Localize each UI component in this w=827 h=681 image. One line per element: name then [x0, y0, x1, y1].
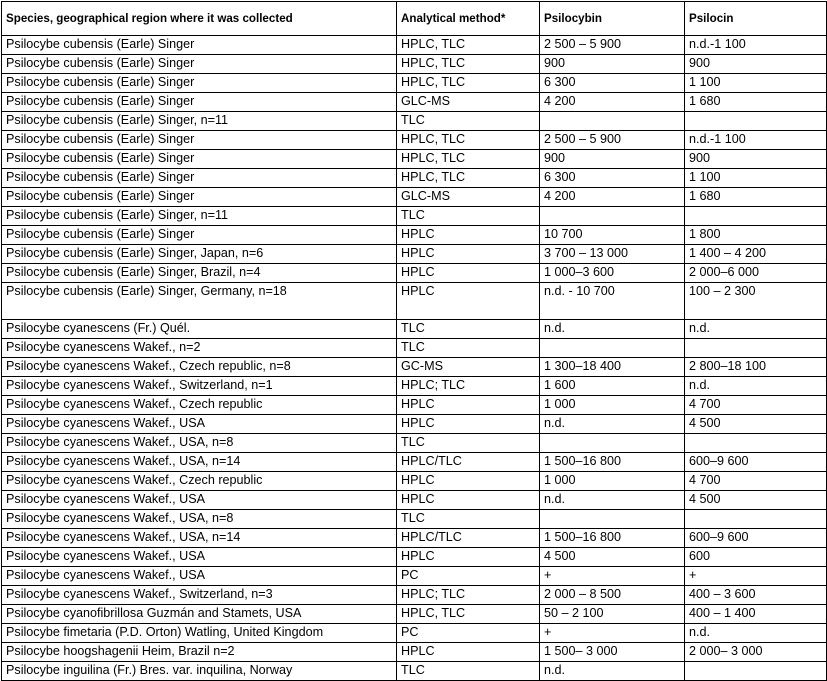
- cell-psilocin: 900: [685, 150, 827, 169]
- cell-psilocybin: 4 500: [540, 548, 685, 567]
- cell-psilocin: [685, 434, 827, 453]
- cell-psilocybin: 1 000: [540, 472, 685, 491]
- cell-species: Psilocybe cyanescens Wakef., USA, n=8: [2, 510, 397, 529]
- cell-psilocin: 2 000–6 000: [685, 264, 827, 283]
- cell-psilocybin: 4 200: [540, 93, 685, 112]
- cell-psilocybin: n.d. - 10 700: [540, 283, 685, 320]
- table-row: [2, 377, 827, 396]
- cell-species: Psilocybe cyanescens Wakef., Czech republic: [2, 472, 397, 491]
- cell-psilocybin: 10 700: [540, 226, 685, 245]
- table-row: [2, 434, 827, 453]
- cell-psilocybin: [540, 112, 685, 131]
- table-row: [2, 358, 827, 377]
- cell-analytical-method: TLC: [397, 434, 540, 453]
- cell-psilocin: [685, 207, 827, 226]
- cell-psilocin: 1 680: [685, 188, 827, 207]
- cell-psilocybin: 1 500–16 800: [540, 453, 685, 472]
- cell-psilocybin: 1 500–16 800: [540, 529, 685, 548]
- cell-psilocybin: +: [540, 567, 685, 586]
- cell-analytical-method: HPLC, TLC: [397, 36, 540, 55]
- table-row: [2, 662, 827, 681]
- cell-species: Psilocybe cubensis (Earle) Singer: [2, 93, 397, 112]
- table-row: [2, 320, 827, 339]
- cell-analytical-method: HPLC; TLC: [397, 586, 540, 605]
- cell-analytical-method: HPLC: [397, 264, 540, 283]
- cell-species: Psilocybe fimetaria (P.D. Orton) Watling, United Kingdom: [2, 624, 397, 643]
- cell-psilocin: 1 400 – 4 200: [685, 245, 827, 264]
- cell-analytical-method: HPLC; TLC: [397, 377, 540, 396]
- cell-analytical-method: TLC: [397, 207, 540, 226]
- cell-psilocybin: 4 200: [540, 188, 685, 207]
- cell-psilocin: 4 500: [685, 491, 827, 510]
- cell-species: Psilocybe cyanescens Wakef., Switzerland, n=3: [2, 586, 397, 605]
- cell-species: Psilocybe cubensis (Earle) Singer, Germany, n=18: [2, 283, 397, 320]
- cell-species: Psilocybe cyanescens Wakef., USA, n=8: [2, 434, 397, 453]
- cell-analytical-method: PC: [397, 624, 540, 643]
- cell-analytical-method: HPLC, TLC: [397, 131, 540, 150]
- cell-psilocin: 4 500: [685, 415, 827, 434]
- table-row: [2, 264, 827, 283]
- table-row: [2, 207, 827, 226]
- cell-species: Psilocybe cubensis (Earle) Singer: [2, 74, 397, 93]
- table-row: [2, 283, 827, 320]
- cell-psilocin: +: [685, 567, 827, 586]
- cell-species: Psilocybe cubensis (Earle) Singer: [2, 169, 397, 188]
- table-row: [2, 453, 827, 472]
- cell-species: Psilocybe cubensis (Earle) Singer: [2, 36, 397, 55]
- cell-analytical-method: TLC: [397, 339, 540, 358]
- cell-species: Psilocybe cyanescens Wakef., USA, n=14: [2, 453, 397, 472]
- cell-psilocybin: [540, 510, 685, 529]
- cell-psilocin: n.d.: [685, 320, 827, 339]
- cell-species: Psilocybe cyanescens Wakef., Czech republic: [2, 396, 397, 415]
- cell-species: Psilocybe cyanescens Wakef., n=2: [2, 339, 397, 358]
- table-row: [2, 586, 827, 605]
- cell-psilocybin: n.d.: [540, 662, 685, 681]
- cell-analytical-method: GC-MS: [397, 358, 540, 377]
- cell-psilocybin: [540, 339, 685, 358]
- cell-species: Psilocybe cyanescens Wakef., USA: [2, 567, 397, 586]
- cell-psilocin: 1 100: [685, 74, 827, 93]
- cell-species: Psilocybe cubensis (Earle) Singer: [2, 226, 397, 245]
- cell-psilocin: [685, 339, 827, 358]
- cell-species: Psilocybe cubensis (Earle) Singer, n=11: [2, 112, 397, 131]
- table-row: [2, 169, 827, 188]
- psilocybin-content-table: [1, 1, 827, 681]
- table-row: [2, 131, 827, 150]
- table-row: [2, 150, 827, 169]
- table-row: [2, 605, 827, 624]
- cell-psilocin: n.d.: [685, 624, 827, 643]
- cell-psilocin: 2 000– 3 000: [685, 643, 827, 662]
- table-header-row: [2, 2, 827, 36]
- cell-analytical-method: HPLC, TLC: [397, 150, 540, 169]
- cell-psilocybin: 1 500– 3 000: [540, 643, 685, 662]
- header-psilocybin: Psilocybin: [540, 2, 685, 36]
- table-row: [2, 624, 827, 643]
- table-row: [2, 245, 827, 264]
- cell-analytical-method: TLC: [397, 112, 540, 131]
- cell-psilocin: 1 680: [685, 93, 827, 112]
- cell-psilocybin: 2 500 – 5 900: [540, 131, 685, 150]
- cell-analytical-method: HPLC: [397, 491, 540, 510]
- cell-psilocybin: 6 300: [540, 169, 685, 188]
- cell-psilocybin: n.d.: [540, 415, 685, 434]
- cell-psilocin: n.d.-1 100: [685, 36, 827, 55]
- cell-analytical-method: TLC: [397, 662, 540, 681]
- table-row: [2, 491, 827, 510]
- table-row: [2, 472, 827, 491]
- header-analytical-method: Analytical method*: [397, 2, 540, 36]
- cell-psilocybin: 3 700 – 13 000: [540, 245, 685, 264]
- header-psilocin: Psilocin: [685, 2, 827, 36]
- cell-analytical-method: HPLC: [397, 245, 540, 264]
- cell-species: Psilocybe cyanofibrillosa Guzmán and Stamets, USA: [2, 605, 397, 624]
- table-row: [2, 567, 827, 586]
- table-row: [2, 548, 827, 567]
- cell-psilocin: 600: [685, 548, 827, 567]
- table-row: [2, 226, 827, 245]
- cell-analytical-method: HPLC: [397, 472, 540, 491]
- cell-species: Psilocybe cyanescens Wakef., Switzerland, n=1: [2, 377, 397, 396]
- header-species: Species, geographical region where it was collected: [2, 2, 397, 36]
- cell-psilocybin: 2 500 – 5 900: [540, 36, 685, 55]
- cell-psilocin: 2 800–18 100: [685, 358, 827, 377]
- table-row: [2, 93, 827, 112]
- table-row: [2, 55, 827, 74]
- cell-psilocin: 600–9 600: [685, 529, 827, 548]
- cell-psilocybin: 900: [540, 150, 685, 169]
- cell-species: Psilocybe cyanescens Wakef., Czech republic, n=8: [2, 358, 397, 377]
- cell-species: Psilocybe cyanescens Wakef., USA: [2, 548, 397, 567]
- table-row: [2, 415, 827, 434]
- cell-psilocin: 4 700: [685, 472, 827, 491]
- cell-species: Psilocybe cubensis (Earle) Singer: [2, 55, 397, 74]
- cell-psilocin: 100 – 2 300: [685, 283, 827, 320]
- cell-species: Psilocybe cyanescens Wakef., USA: [2, 491, 397, 510]
- cell-analytical-method: GLC-MS: [397, 188, 540, 207]
- cell-analytical-method: HPLC: [397, 283, 540, 320]
- cell-psilocybin: n.d.: [540, 491, 685, 510]
- table-body: [2, 36, 827, 681]
- cell-psilocin: 1 100: [685, 169, 827, 188]
- table-row: [2, 396, 827, 415]
- cell-psilocin: 400 – 1 400: [685, 605, 827, 624]
- cell-analytical-method: HPLC/TLC: [397, 453, 540, 472]
- cell-species: Psilocybe inguilina (Fr.) Bres. var. inquilina, Norway: [2, 662, 397, 681]
- cell-analytical-method: HPLC/TLC: [397, 529, 540, 548]
- cell-analytical-method: HPLC: [397, 643, 540, 662]
- cell-analytical-method: HPLC, TLC: [397, 169, 540, 188]
- cell-analytical-method: HPLC: [397, 415, 540, 434]
- cell-psilocin: 4 700: [685, 396, 827, 415]
- cell-psilocybin: [540, 207, 685, 226]
- cell-psilocybin: 50 – 2 100: [540, 605, 685, 624]
- cell-psilocybin: 2 000 – 8 500: [540, 586, 685, 605]
- cell-psilocin: [685, 662, 827, 681]
- table-row: [2, 643, 827, 662]
- cell-analytical-method: HPLC, TLC: [397, 74, 540, 93]
- cell-analytical-method: HPLC, TLC: [397, 55, 540, 74]
- table-row: [2, 510, 827, 529]
- cell-psilocin: [685, 510, 827, 529]
- cell-species: Psilocybe hoogshagenii Heim, Brazil n=2: [2, 643, 397, 662]
- cell-psilocin: [685, 112, 827, 131]
- table-row: [2, 339, 827, 358]
- cell-analytical-method: HPLC, TLC: [397, 605, 540, 624]
- cell-analytical-method: HPLC: [397, 548, 540, 567]
- cell-psilocybin: 1 000–3 600: [540, 264, 685, 283]
- cell-species: Psilocybe cyanescens (Fr.) Quél.: [2, 320, 397, 339]
- cell-analytical-method: HPLC: [397, 396, 540, 415]
- cell-psilocin: 1 800: [685, 226, 827, 245]
- cell-species: Psilocybe cubensis (Earle) Singer, Japan, n=6: [2, 245, 397, 264]
- cell-analytical-method: HPLC: [397, 226, 540, 245]
- cell-analytical-method: GLC-MS: [397, 93, 540, 112]
- cell-species: Psilocybe cubensis (Earle) Singer, n=11: [2, 207, 397, 226]
- table-row: [2, 36, 827, 55]
- cell-species: Psilocybe cubensis (Earle) Singer: [2, 188, 397, 207]
- cell-species: Psilocybe cubensis (Earle) Singer: [2, 131, 397, 150]
- cell-species: Psilocybe cubensis (Earle) Singer, Brazil, n=4: [2, 264, 397, 283]
- cell-analytical-method: TLC: [397, 320, 540, 339]
- cell-species: Psilocybe cyanescens Wakef., USA: [2, 415, 397, 434]
- cell-psilocybin: 1 600: [540, 377, 685, 396]
- cell-species: Psilocybe cyanescens Wakef., USA, n=14: [2, 529, 397, 548]
- cell-psilocin: 900: [685, 55, 827, 74]
- cell-psilocybin: n.d.: [540, 320, 685, 339]
- cell-psilocybin: 6 300: [540, 74, 685, 93]
- cell-psilocybin: [540, 434, 685, 453]
- cell-analytical-method: PC: [397, 567, 540, 586]
- cell-psilocybin: +: [540, 624, 685, 643]
- cell-psilocybin: 900: [540, 55, 685, 74]
- cell-psilocin: n.d.-1 100: [685, 131, 827, 150]
- table-row: [2, 188, 827, 207]
- cell-analytical-method: TLC: [397, 510, 540, 529]
- cell-species: Psilocybe cubensis (Earle) Singer: [2, 150, 397, 169]
- cell-psilocybin: 1 000: [540, 396, 685, 415]
- cell-psilocin: 400 – 3 600: [685, 586, 827, 605]
- table-row: [2, 74, 827, 93]
- cell-psilocin: 600–9 600: [685, 453, 827, 472]
- cell-psilocin: n.d.: [685, 377, 827, 396]
- table-row: [2, 112, 827, 131]
- table-row: [2, 529, 827, 548]
- cell-psilocybin: 1 300–18 400: [540, 358, 685, 377]
